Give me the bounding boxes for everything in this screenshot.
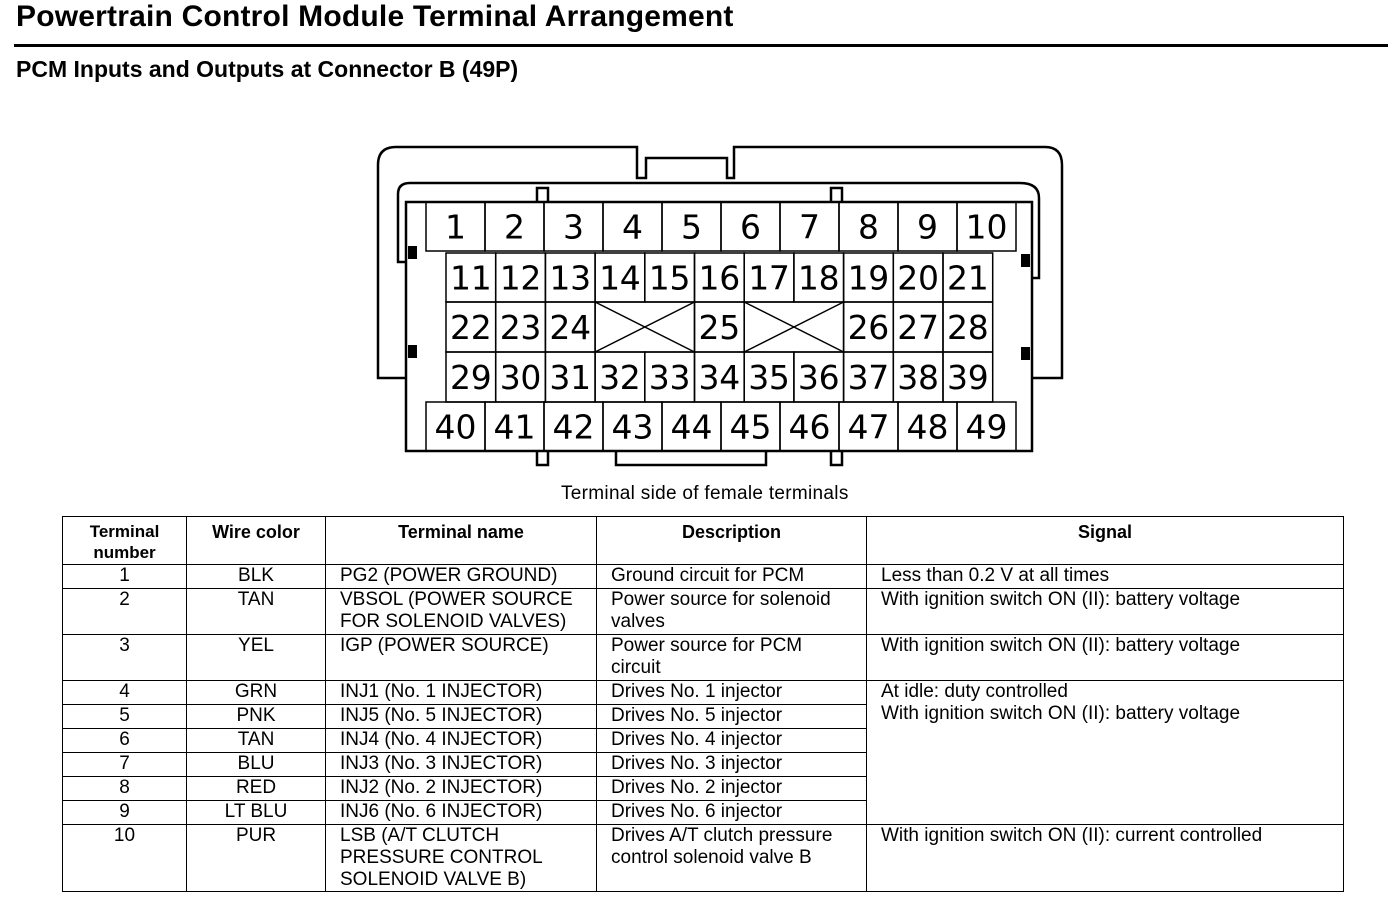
terminal-number-label: 18 <box>797 258 840 298</box>
terminal-number-label: 1 <box>445 207 466 247</box>
terminal-number-label: 48 <box>906 407 949 447</box>
cell-name: PG2 (POWER GROUND) <box>326 565 597 589</box>
cell-desc: Drives No. 3 injector <box>597 753 867 777</box>
cell-number: 8 <box>63 777 187 801</box>
cell-desc: Drives No. 5 injector <box>597 705 867 729</box>
cell-name: INJ3 (No. 3 INJECTOR) <box>326 753 597 777</box>
cell-wire: TAN <box>187 589 326 635</box>
terminal-number-label: 20 <box>897 258 940 298</box>
cell-signal <box>867 681 1344 825</box>
cell-desc: Ground circuit for PCM <box>597 565 867 589</box>
cell-desc: Drives A/T clutch pressure control solenoid valve B <box>597 825 867 892</box>
connector-housing <box>378 147 1062 465</box>
table-row <box>63 825 1344 892</box>
terminal-number-label: 47 <box>847 407 890 447</box>
terminal-number-label: 35 <box>748 358 790 397</box>
terminal-number-label: 21 <box>947 258 989 298</box>
signal-line: With ignition switch ON (II): battery voltage <box>881 703 1241 724</box>
terminal-number-label: 26 <box>847 308 890 347</box>
header-wire-color: Wire color <box>187 517 326 565</box>
terminal-number-label: 41 <box>493 407 536 447</box>
cell-name: VBSOL (POWER SOURCE FOR SOLENOID VALVES) <box>326 589 597 635</box>
terminal-number-label: 27 <box>897 308 940 347</box>
table-header-row <box>63 517 1344 565</box>
cell-name: INJ2 (No. 2 INJECTOR) <box>326 777 597 801</box>
header-signal: Signal <box>867 517 1344 565</box>
cell-number: 9 <box>63 801 187 825</box>
terminal-number-label: 24 <box>549 308 592 347</box>
terminal-number-label: 2 <box>504 207 525 247</box>
terminal-number-label: 36 <box>797 358 840 397</box>
cell-wire: LT BLU <box>187 801 326 825</box>
terminal-number-label: 46 <box>788 407 831 447</box>
page-title: Powertrain Control Module Terminal Arrangement <box>16 0 734 33</box>
terminal-number-label: 28 <box>947 308 989 347</box>
cell-number: 4 <box>63 681 187 705</box>
table-row <box>63 635 1344 681</box>
terminal-number-label: 43 <box>611 407 654 447</box>
terminal-number-label: 33 <box>648 358 691 397</box>
terminal-number-label: 19 <box>847 258 890 298</box>
cell-signal: With ignition switch ON (II): battery voltage <box>867 635 1344 681</box>
terminal-number-label: 6 <box>740 207 761 247</box>
cell-wire: YEL <box>187 635 326 681</box>
terminal-number-label: 9 <box>917 207 938 247</box>
terminal-number-label: 15 <box>648 258 691 298</box>
cell-number: 1 <box>63 565 187 589</box>
cell-number: 6 <box>63 729 187 753</box>
terminal-number-label: 13 <box>549 258 592 298</box>
cell-wire: PNK <box>187 705 326 729</box>
terminal-number-label: 42 <box>552 407 595 447</box>
cell-number: 10 <box>63 825 187 892</box>
terminal-number-label: 8 <box>858 207 879 247</box>
terminal-number-label: 38 <box>897 358 940 397</box>
cell-signal: Less than 0.2 V at all times <box>867 565 1344 589</box>
page-subtitle: PCM Inputs and Outputs at Connector B (49P) <box>16 56 519 82</box>
terminal-number-label: 17 <box>748 258 790 298</box>
terminal-number-label: 5 <box>681 207 702 247</box>
cell-desc: Drives No. 6 injector <box>597 801 867 825</box>
terminal-number-label: 37 <box>847 358 890 397</box>
signal-line: At idle: duty controlled <box>881 681 1068 702</box>
cell-wire: TAN <box>187 729 326 753</box>
cell-number: 2 <box>63 589 187 635</box>
terminal-number-label: 16 <box>698 258 741 298</box>
cell-number: 7 <box>63 753 187 777</box>
terminal-number-label: 45 <box>729 407 772 447</box>
terminal-number-label: 32 <box>599 358 641 397</box>
cell-name: IGP (POWER SOURCE) <box>326 635 597 681</box>
cell-signal: With ignition switch ON (II): current controlled <box>867 825 1344 892</box>
header-description: Description <box>597 517 867 565</box>
terminal-number-label: 23 <box>499 308 542 347</box>
terminal-number-label: 11 <box>450 258 492 298</box>
header-terminal-number: Terminal number <box>63 517 187 565</box>
cell-number: 3 <box>63 635 187 681</box>
terminal-number-label: 29 <box>450 358 492 397</box>
cell-wire: GRN <box>187 681 326 705</box>
terminal-number-label: 44 <box>670 407 713 447</box>
terminal-number-label: 22 <box>450 308 492 347</box>
terminal-number-label: 12 <box>499 258 542 298</box>
terminal-number-label: 14 <box>599 258 641 298</box>
cell-desc: Power source for solenoid valves <box>597 589 867 635</box>
cell-wire: RED <box>187 777 326 801</box>
terminal-number-label: 34 <box>698 358 741 397</box>
cell-name: INJ5 (No. 5 INJECTOR) <box>326 705 597 729</box>
terminal-number-label: 40 <box>434 407 477 447</box>
cell-name: INJ1 (No. 1 INJECTOR) <box>326 681 597 705</box>
terminal-number-label: 49 <box>965 407 1008 447</box>
cell-desc: Drives No. 2 injector <box>597 777 867 801</box>
cell-desc: Power source for PCM circuit <box>597 635 867 681</box>
terminal-number-label: 3 <box>563 207 584 247</box>
table-row <box>63 565 1344 589</box>
cell-wire: BLK <box>187 565 326 589</box>
cell-name: LSB (A/T CLUTCH PRESSURE CONTROL SOLENOID VALVE B) <box>326 825 597 892</box>
cell-desc: Drives No. 4 injector <box>597 729 867 753</box>
cell-name: INJ4 (No. 4 INJECTOR) <box>326 729 597 753</box>
cell-desc: Drives No. 1 injector <box>597 681 867 705</box>
cell-signal: With ignition switch ON (II): battery voltage <box>867 589 1344 635</box>
diagram-caption: Terminal side of female terminals <box>561 483 849 504</box>
table-row <box>63 681 1344 705</box>
cell-wire: PUR <box>187 825 326 892</box>
terminal-number-label: 10 <box>965 207 1008 247</box>
terminal-number-label: 7 <box>799 207 820 247</box>
cell-wire: BLU <box>187 753 326 777</box>
header-terminal-name: Terminal name <box>326 517 597 565</box>
terminal-table <box>62 516 1344 892</box>
cell-name: INJ6 (No. 6 INJECTOR) <box>326 801 597 825</box>
cell-number: 5 <box>63 705 187 729</box>
terminal-number-label: 30 <box>499 358 542 397</box>
terminal-number-label: 31 <box>549 358 592 397</box>
terminal-number-label: 39 <box>947 358 989 397</box>
terminal-number-label: 25 <box>698 308 741 347</box>
table-row <box>63 589 1344 635</box>
terminal-number-label: 4 <box>622 207 643 247</box>
